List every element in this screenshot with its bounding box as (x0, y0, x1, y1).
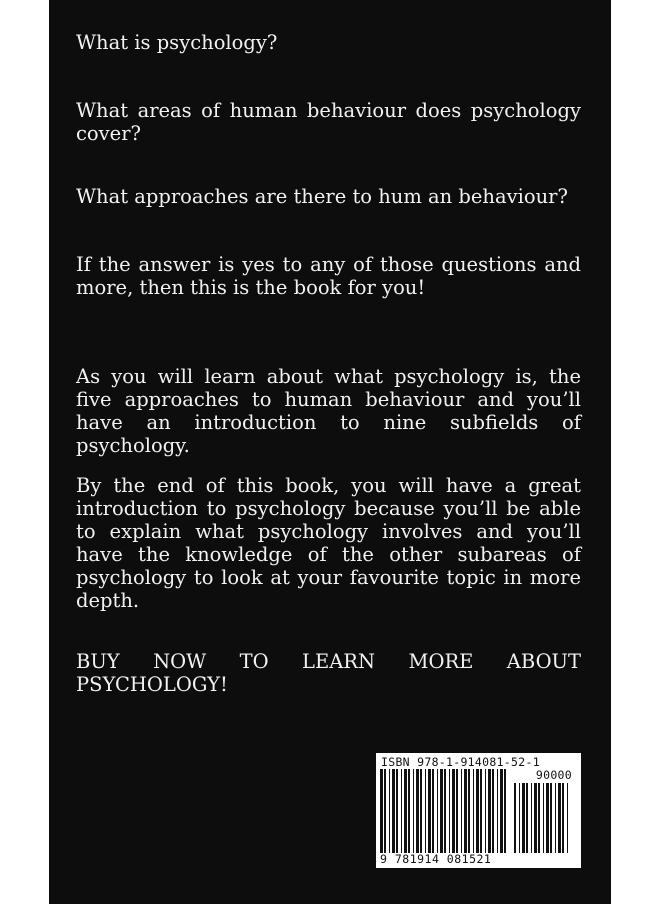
barcode-bar (449, 769, 450, 853)
barcode-bar (500, 769, 503, 853)
paragraph-end-of-book: By the end of this book, you will have a great introduction to psychology because you’ll be able to explain what psychology involves and you’ll have the knowledge of the other subareas of psychology to look at your favourite topic in more depth. (76, 474, 581, 612)
call-to-action: BUY NOW TO LEARN MORE ABOUT PSYCHOLOGY! (76, 650, 581, 696)
barcode-bar (558, 783, 561, 853)
barcode-bar (380, 769, 383, 853)
barcode-bar (428, 769, 431, 853)
question-what-is-psychology: What is psychology? (76, 31, 278, 54)
barcode-bar (504, 769, 506, 853)
barcode-bar (404, 769, 407, 853)
barcode-bar (464, 769, 467, 853)
barcode-bar (437, 769, 438, 853)
barcode-bar (384, 769, 386, 853)
barcode-bar (562, 783, 564, 853)
paragraph-book-for-you: If the answer is yes to any of those questions and more, then this is the book for you! (76, 253, 581, 299)
barcode-bar (473, 769, 474, 853)
barcode-bar (476, 769, 479, 853)
ean-barcode-bars (380, 769, 508, 853)
barcode-bar (452, 769, 455, 853)
barcode-bar (497, 769, 498, 853)
paragraph-what-you-will-learn: As you will learn about what psychology is, the five approaches to human behaviour and you’ll have an introduction to nine subfields of psychology. (76, 365, 581, 457)
isbn-barcode (376, 753, 581, 868)
price-addon-bars (514, 783, 574, 853)
barcode-bar (543, 783, 544, 853)
question-approaches: What approaches are there to hum an behaviour? (76, 185, 568, 208)
barcode-bar (485, 769, 486, 853)
barcode-bar (408, 769, 410, 853)
barcode-bar (522, 783, 525, 853)
barcode-bar (567, 783, 568, 853)
isbn-label: ISBN 978-1-914081-52-1 (381, 755, 540, 769)
ean-digits: 9 781914 081521 (380, 852, 492, 866)
barcode-bar (534, 783, 537, 853)
barcode-bar (396, 769, 398, 853)
barcode-bar (456, 769, 458, 853)
barcode-bar (531, 783, 532, 853)
barcode-bar (416, 769, 419, 853)
barcode-bar (461, 769, 462, 853)
barcode-bar (440, 769, 443, 853)
barcode-bar (488, 769, 491, 853)
barcode-bar (413, 769, 414, 853)
barcode-bar (392, 769, 395, 853)
barcode-bar (480, 769, 482, 853)
barcode-bar (444, 769, 446, 853)
barcode-bar (492, 769, 494, 853)
barcode-bar (555, 783, 556, 853)
barcode-bar (468, 769, 470, 853)
barcode-bar (514, 783, 516, 853)
barcode-bar (526, 783, 528, 853)
barcode-bar (425, 769, 426, 853)
barcode-bar (550, 783, 552, 853)
barcode-bar (401, 769, 402, 853)
barcode-bar (538, 783, 540, 853)
barcode-bar (519, 783, 520, 853)
barcode-bar (432, 769, 434, 853)
barcode-bar (420, 769, 422, 853)
price-code: 90000 (535, 768, 572, 782)
barcode-bar (546, 783, 549, 853)
question-areas-of-behaviour: What areas of human behaviour does psychology cover? (76, 99, 581, 145)
barcode-bar (389, 769, 390, 853)
